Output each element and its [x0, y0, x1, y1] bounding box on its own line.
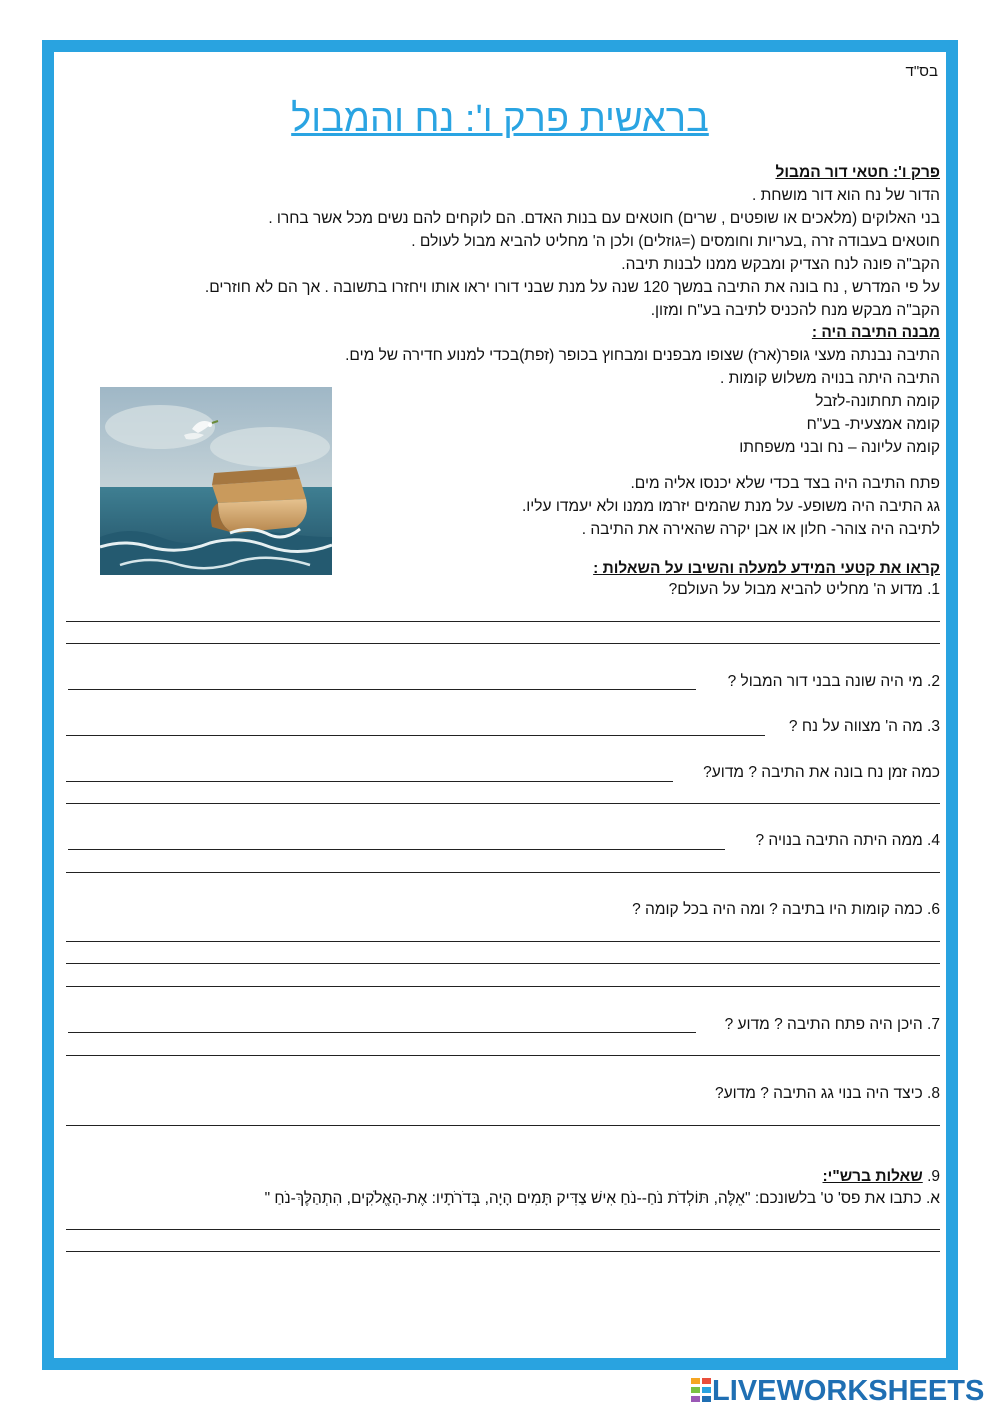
question-1: 1. מדוע ה' מחליט להביא מבול על העולם? — [668, 581, 940, 598]
answer-line[interactable] — [66, 963, 940, 964]
answer-line[interactable] — [66, 986, 940, 987]
liveworksheets-logo — [690, 1376, 984, 1406]
text-line: חוטאים בעבודה זרה ,בעריות וחומסים (=גוזלים) ולכן ה' מחליט להביא מבול לעולם . — [411, 233, 940, 250]
answer-line[interactable] — [68, 689, 696, 690]
question-4: 4. ממה היתה התיבה בנויה ? — [755, 832, 940, 849]
bsd-mark: בס"ד — [905, 63, 938, 80]
question-2: 2. מי היה שונה בבני דור המבול ? — [727, 673, 940, 690]
text-line: בני האלוקים (מלאכים או שופטים , שרים) חוטאים עם בנות האדם. הם לוקחים להם נשים מכל אשר בחרו . — [268, 210, 940, 227]
answer-line[interactable] — [66, 621, 940, 622]
answer-line[interactable] — [66, 1229, 940, 1230]
text-line: פתח התיבה היה בצד בכדי שלא יכנסו אליה מים. — [630, 475, 940, 492]
question-9 — [823, 1167, 941, 1187]
text-line: הקב"ה מבקש מנח להכניס לתיבה בע"ח ומזון. — [650, 302, 940, 319]
answer-line[interactable] — [66, 781, 673, 782]
answer-line[interactable] — [68, 1032, 696, 1033]
question-3b: כמה זמן נח בונה את התיבה ? מדוע? — [703, 764, 940, 781]
text-line: קומה אמצעית- בע"ח — [806, 416, 940, 433]
logo-text: LIVEWORKSHEETS — [712, 1374, 985, 1407]
text-line: הקב"ה פונה לנח הצדיק ומבקש ממנו לבנות תיבה. — [621, 256, 940, 273]
text-line: התיבה נבנתה מעצי גופר(ארז) שצופו מבפנים ומבחוץ בכופר (זפת)בכדי למנוע חדירה של מים. — [345, 347, 940, 364]
noahs-ark-illustration — [100, 387, 332, 575]
text-line: התיבה היתה בנויה משלוש קומות . — [719, 370, 940, 387]
answer-line[interactable] — [66, 1055, 940, 1056]
question-9-number: 9. — [927, 1168, 940, 1185]
questions-heading: קראו את קטעי המידע למעלה והשיבו על השאלות : — [593, 560, 940, 577]
answer-line[interactable] — [66, 643, 940, 644]
answer-line[interactable] — [66, 941, 940, 942]
text-line: הדור של נח הוא דור מושחת . — [751, 187, 940, 204]
text-line: קומה תחתונה-לזבל — [815, 393, 940, 410]
answer-line[interactable] — [66, 803, 940, 804]
text-line: על פי המדרש , נח בונה את התיבה במשך 120 שנה על מנת שבני דורו יראו אותו ויחזרו בתשובה . אך הם לא חוזרים. — [204, 279, 940, 296]
answer-line[interactable] — [66, 1125, 940, 1126]
question-9-heading: שאלות ברש"י: — [822, 1168, 923, 1185]
section-heading-ark: מבנה התיבה היה : — [811, 324, 940, 341]
question-7: 7. היכן היה פתח התיבה ? מדוע ? — [724, 1016, 940, 1033]
question-8: 8. כיצד היה בנוי גג התיבה ? מדוע? — [715, 1085, 940, 1102]
question-9a: א. כתבו את פס' ט' בלשונכם: "אֵלֶּה, תּוֹלְדֹת נֹחַ--נֹחַ אִישׁ צַדִּיק תָּמִים הָיָה, בְּדֹרֹתָיו: אֶת-הָאֱלֹקִים, הִתְהַלֶּךְ-נֹחַ " — [264, 1190, 940, 1207]
answer-line[interactable] — [66, 1251, 940, 1252]
question-6: 6. כמה קומות היו בתיבה ? ומה היה בכל קומה ? — [632, 901, 940, 918]
answer-line[interactable] — [66, 872, 940, 873]
section-heading-sins: פרק ו': חטאי דור המבול — [775, 164, 940, 181]
page-title: בראשית פרק ו': נח והמבול — [291, 98, 709, 140]
text-line: קומה עליונה – נח ובני משפחתו — [739, 439, 940, 456]
text-line: גג התיבה היה משופע- על מנת שהמים יזרמו ממנו ולא יעמדו עליו. — [521, 498, 940, 515]
liveworksheets-icon — [690, 1377, 712, 1405]
question-3: 3. מה ה' מצווה על נח ? — [788, 718, 940, 735]
answer-line[interactable] — [68, 849, 725, 850]
text-line: לתיבה היה צוהר- חלון או אבן יקרה שהאירה את התיבה . — [581, 521, 940, 538]
answer-line[interactable] — [66, 735, 765, 736]
